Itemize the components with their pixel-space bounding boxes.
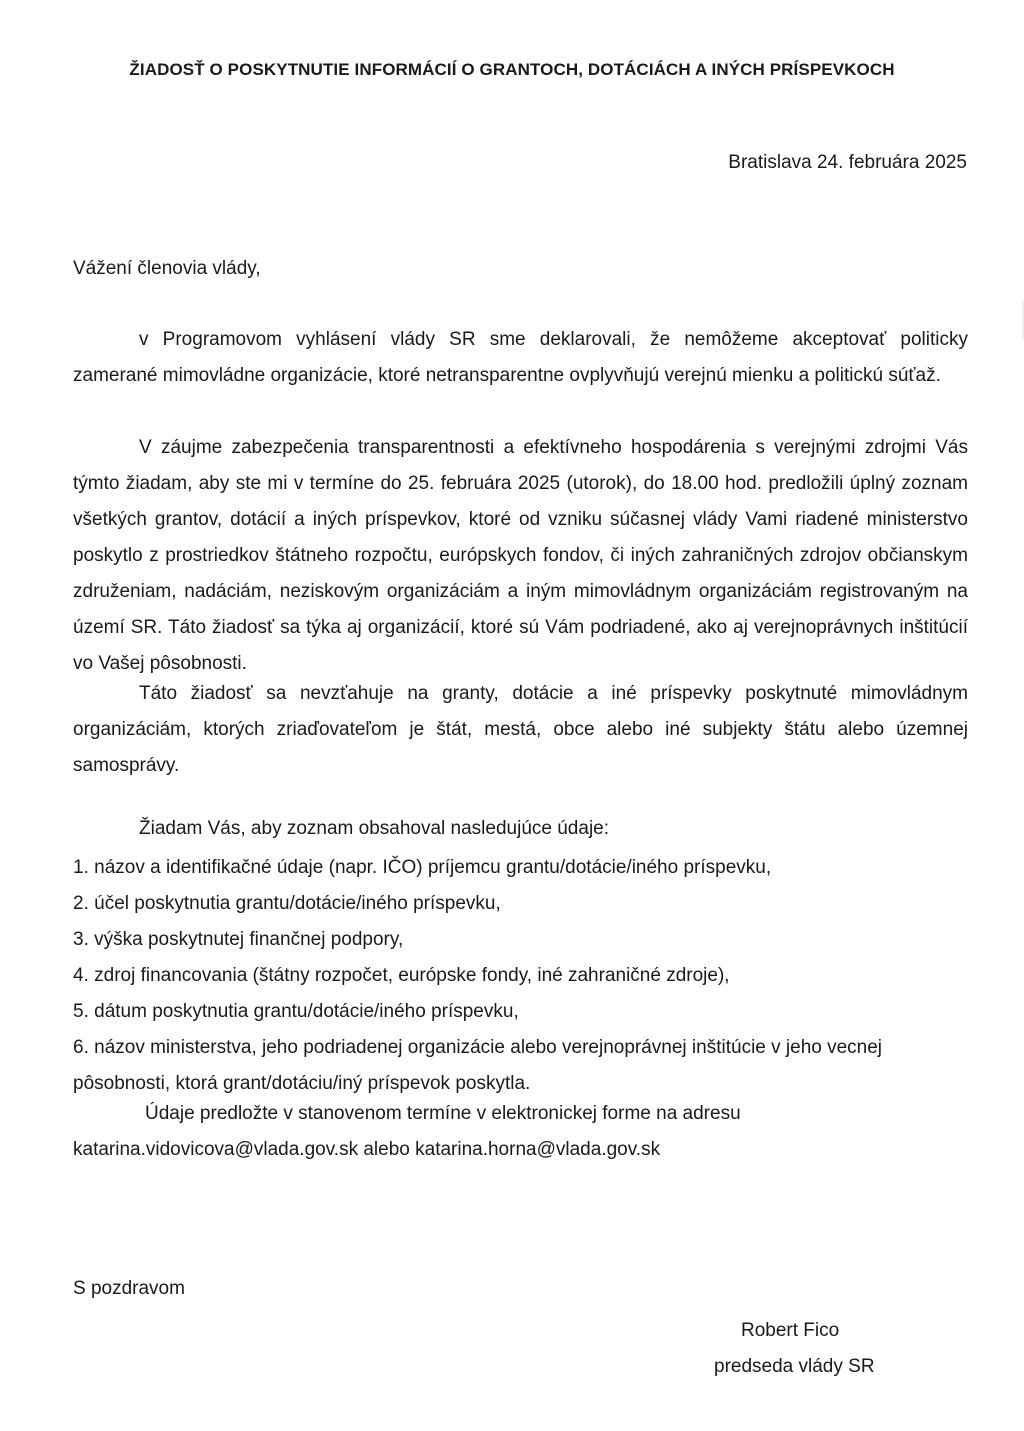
- list-item: 2. účel poskytnutia grantu/dotácie/iného príspevku,: [73, 893, 501, 914]
- list-item: 6. názov ministerstva, jeho podriadenej organizácie alebo verejnoprávnej inštitúcie v jeho vecnej pôsobnosti, ktorá grant/dotáciu/iný príspevok poskytla.: [73, 1037, 883, 1094]
- closing-greeting: S pozdravom: [73, 1278, 185, 1299]
- submission-note: Údaje predložte v stanovenom termíne v elektronickej forme na adresu katarina.vidovicova@vlada.gov.sk alebo katarina.horna@vlada.gov.sk: [73, 1103, 741, 1160]
- signatory-title: predseda vlády SR: [714, 1356, 875, 1377]
- document-title: ŽIADOSŤ O POSKYTNUTIE INFORMÁCIÍ O GRANTOCH, DOTÁCIÁCH A INÝCH PRÍSPEVKOCH: [129, 60, 895, 79]
- list-item: 4. zdroj financovania (štátny rozpočet, európske fondy, iné zahraničné zdroje),: [73, 965, 730, 986]
- requested-data-list: [73, 850, 968, 1102]
- list-item: 5. dátum poskytnutia grantu/dotácie/iného príspevku,: [73, 1001, 519, 1022]
- paragraph-exclusion: Táto žiadosť sa nevzťahuje na granty, dotácie a iné príspevky poskytnuté mimovládnym organizáciám, ktorých zriaďovateľom je štát, mestá, obce alebo iné subjekty štátu alebo územnej samosprávy.: [73, 683, 968, 776]
- signatory-name: Robert Fico: [741, 1320, 840, 1341]
- place-and-date: Bratislava 24. februára 2025: [728, 152, 967, 173]
- list-item: 1. názov a identifikačné údaje (napr. IČO) príjemcu grantu/dotácie/iného príspevku,: [73, 857, 772, 878]
- paragraph-program-statement: v Programovom vyhlásení vlády SR sme deklarovali, že nemôžeme akceptovať politicky zamerané mimovládne organizácie, ktoré netransparentne ovplyvňujú verejnú mienku a politickú súťaž.: [73, 329, 968, 386]
- list-item: 3. výška poskytnutej finančnej podpory,: [73, 929, 404, 950]
- paragraph-request-details: V záujme zabezpečenia transparentnosti a efektívneho hospodárenia s verejnými zdrojmi Vás týmto žiadam, aby ste mi v termíne do 25. februára 2025 (utorok), do 18.00 hod. predložili úplný zoznam všetkých grantov, dotácií a iných príspevkov, ktoré od vzniku súčasnej vlády Vami riadené ministerstvo poskytlo z prostriedkov štátneho rozpočtu, európskych fondov, či iných zahraničných zdrojov občianskym združeniam, nadáciám, neziskovým organizáciám a iným mimovládnym organizáciám registrovaným na území SR. Táto žiadosť sa týka aj organizácií, ktoré sú Vám podriadené, ako aj verejnoprávnych inštitúcií vo Vašej pôsobnosti.: [73, 437, 968, 674]
- salutation: Vážení členovia vlády,: [73, 258, 261, 279]
- signature-block: [714, 1313, 875, 1385]
- request-intro: Žiadam Vás, aby zoznam obsahoval nasledujúce údaje:: [139, 818, 610, 839]
